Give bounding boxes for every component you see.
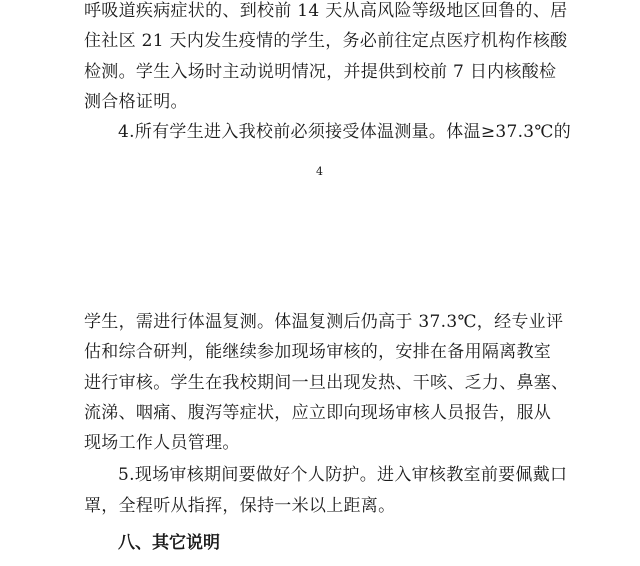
text-line: 学生，需进行体温复测。体温复测后仍高于 37.3℃，经专业评 bbox=[84, 312, 564, 332]
page-number: 4 bbox=[316, 165, 323, 178]
section-heading: 八、其它说明 bbox=[118, 533, 220, 553]
text-line: 4.所有学生进入我校前必须接受体温测量。体温≥37.3℃的 bbox=[118, 122, 572, 142]
text-line: 检测。学生入场时主动说明情况，并提供到校前 7 日内核酸检 bbox=[84, 62, 557, 82]
text-line: 罩，全程听从指挥，保持一米以上距离。 bbox=[84, 496, 396, 516]
text-line: 现场工作人员管理。 bbox=[84, 433, 240, 453]
text-line: 住社区 21 天内发生疫情的学生，务必前往定点医疗机构作核酸 bbox=[84, 31, 568, 51]
text-line: 测合格证明。 bbox=[84, 92, 188, 112]
text-line: 估和综合研判，能继续参加现场审核的，安排在备用隔离教室 bbox=[84, 342, 552, 362]
text-line: 呼吸道疾病症状的、到校前 14 天从高风险等级地区回鲁的、居 bbox=[84, 1, 568, 21]
text-line: 进行审核。学生在我校期间一旦出现发热、干咳、乏力、鼻塞、 bbox=[84, 373, 569, 393]
text-line: 流涕、咽痛、腹泻等症状，应立即向现场审核人员报告，服从 bbox=[84, 403, 552, 423]
text-line: 5.现场审核期间要做好个人防护。进入审核教室前要佩戴口 bbox=[118, 465, 568, 485]
